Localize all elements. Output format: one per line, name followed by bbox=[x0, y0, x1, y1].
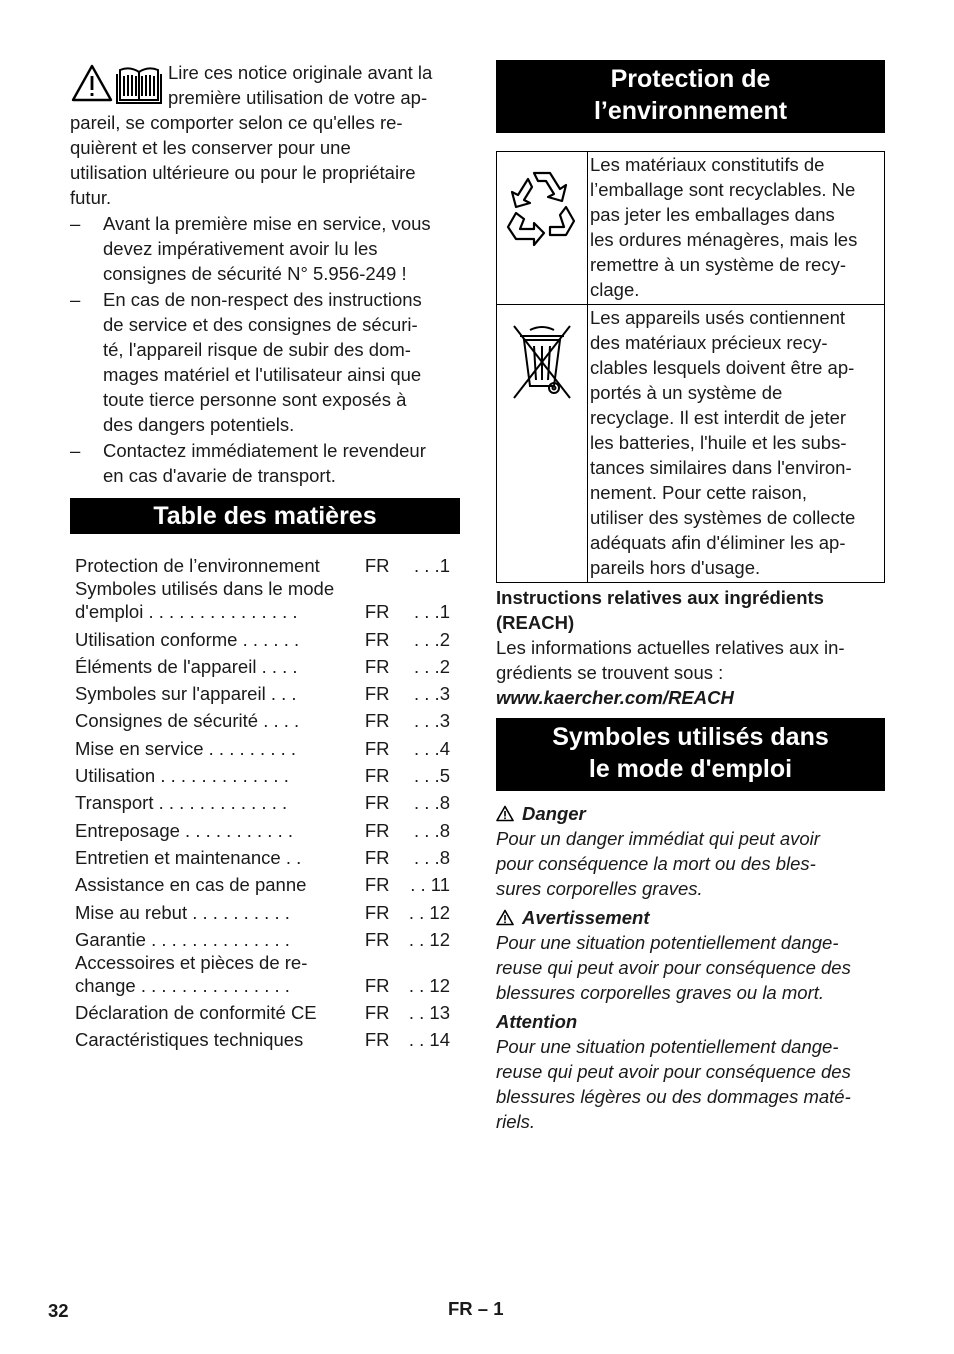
bullet-line: En cas de non-respect des instructions bbox=[103, 289, 422, 310]
toc-entry-title bbox=[70, 623, 365, 650]
symbol-danger-label-row bbox=[496, 801, 885, 826]
toc-entry-page: . . .8 bbox=[414, 846, 450, 868]
toc-entry-lang: FR bbox=[364, 737, 390, 759]
toc-entry-title-line: Symboles utilisés dans le mode bbox=[75, 578, 335, 600]
env-text-line: les ordures ménagères, mais les bbox=[590, 229, 858, 250]
toc-entry-lang: FR bbox=[364, 974, 390, 996]
toc-entry-title-line: Accessoires et pièces de re- bbox=[75, 951, 308, 973]
toc-entry-lang: FR bbox=[364, 874, 390, 896]
page-number: 32 bbox=[48, 1300, 69, 1321]
toc-entry-title-line: Symboles sur l'appareil . . . bbox=[75, 683, 297, 705]
toc-entry-title bbox=[70, 577, 365, 623]
bullet-line: toute tierce personne sont exposés à bbox=[103, 389, 407, 410]
toc-entry-lang: FR bbox=[364, 628, 390, 650]
toc-entry-page: . . 11 bbox=[410, 874, 450, 896]
bullet-line: té, l'appareil risque de subir des dom- bbox=[103, 339, 411, 360]
symbol-text-line: pour conséquence la mort ou des bles- bbox=[496, 853, 816, 874]
toc-entry-title bbox=[70, 550, 365, 577]
symbol-warning bbox=[496, 905, 885, 1005]
symbol-attention bbox=[496, 1009, 885, 1134]
toc-entry-title bbox=[70, 842, 365, 869]
toc-entry-page: . . .3 bbox=[414, 710, 450, 732]
toc-entry-title-line: Entreposage . . . . . . . . . . . bbox=[75, 819, 293, 841]
symbol-text-line: Pour une situation potentiellement dange- bbox=[496, 932, 839, 953]
toc-entry-title bbox=[70, 951, 365, 997]
symbol-warning-label: Avertissement bbox=[522, 907, 650, 928]
intro-bullet-list bbox=[70, 211, 460, 488]
symbol-text-line: Pour une situation potentiellement dange- bbox=[496, 1036, 839, 1057]
toc-entry-lang: FR bbox=[364, 901, 390, 923]
crossed-out-bin-icon bbox=[510, 322, 574, 402]
symbol-danger-label: Danger bbox=[522, 803, 586, 824]
intro-line-6: futur. bbox=[70, 187, 112, 208]
toc-entry-title bbox=[70, 997, 365, 1024]
toc-entry-title-line: Mise au rebut . . . . . . . . . . bbox=[75, 901, 290, 923]
toc-entry-lang: FR bbox=[364, 655, 390, 677]
toc-entry-title-line: Éléments de l'appareil . . . . bbox=[75, 655, 298, 677]
bullet-line: Avant la première mise en service, vous bbox=[103, 213, 431, 234]
right-column bbox=[496, 60, 885, 1134]
toc-entry-lang: FR bbox=[364, 1029, 390, 1051]
toc-entry-page: . . .5 bbox=[414, 765, 450, 787]
toc-entry-title-line: Garantie . . . . . . . . . . . . . . bbox=[75, 928, 290, 950]
toc-entry[interactable] bbox=[70, 896, 460, 923]
bullet-line: de service et des consignes de sécuri- bbox=[103, 314, 418, 335]
toc-entry-title bbox=[70, 705, 365, 732]
toc-entry-title bbox=[70, 787, 365, 814]
toc-entry-lang: FR bbox=[364, 683, 390, 705]
env-text-line: clage. bbox=[590, 279, 640, 300]
disposal-text-cell bbox=[588, 305, 885, 583]
toc-entry-title-line: Mise en service . . . . . . . . . bbox=[75, 737, 297, 759]
intro-bullet-3 bbox=[70, 438, 460, 488]
toc-entry-title-line: change . . . . . . . . . . . . . . . bbox=[75, 974, 290, 996]
toc-entry[interactable] bbox=[70, 1024, 460, 1051]
toc-entry-title bbox=[70, 732, 365, 759]
environment-table bbox=[496, 151, 885, 583]
env-text-line: adéquats afin d'éliminer les ap- bbox=[590, 532, 846, 553]
symbol-text-line: blessures légères ou des dommages maté- bbox=[496, 1086, 851, 1107]
bullet-line: mages matériel et l'utilisateur ainsi que bbox=[103, 364, 422, 385]
toc-entry[interactable] bbox=[70, 550, 460, 577]
toc-entry[interactable] bbox=[70, 924, 460, 951]
symbol-text-line: reuse qui peut avoir pour conséquence des bbox=[496, 957, 851, 978]
toc-table bbox=[70, 550, 460, 1051]
toc-entry-title bbox=[70, 869, 365, 896]
toc-entry-lang: FR bbox=[364, 555, 390, 577]
toc-entry-lang: FR bbox=[364, 601, 390, 623]
env-text-line: pas jeter les emballages dans bbox=[590, 204, 835, 225]
toc-entry-title-line: Utilisation conforme . . . . . . bbox=[75, 628, 300, 650]
symbol-warning-label-row bbox=[496, 905, 885, 930]
env-text-line: nement. Pour cette raison, bbox=[590, 482, 807, 503]
toc-entry[interactable] bbox=[70, 814, 460, 841]
env-text-line: tances similaires dans l'environ- bbox=[590, 457, 852, 478]
toc-entry-title bbox=[70, 814, 365, 841]
toc-entry-title bbox=[70, 760, 365, 787]
env-text-line: clables lesquels doivent être ap- bbox=[590, 357, 855, 378]
env-text-line: les batteries, l'huile et les subs- bbox=[590, 432, 847, 453]
env-text-line: utiliser des systèmes de collecte bbox=[590, 507, 856, 528]
warning-triangle-icon bbox=[496, 805, 514, 822]
toc-entry-title bbox=[70, 678, 365, 705]
env-text-line: pareils hors d'usage. bbox=[590, 557, 761, 578]
env-text-line: Les matériaux constitutifs de bbox=[590, 154, 825, 175]
symbol-attention-label: Attention bbox=[496, 1011, 578, 1032]
toc-entry-title bbox=[70, 924, 365, 951]
toc-entry-title-line: Utilisation . . . . . . . . . . . . . bbox=[75, 765, 289, 787]
toc-entry-title bbox=[70, 651, 365, 678]
toc-entry-lang: FR bbox=[364, 1002, 390, 1024]
bullet-line: consignes de sécurité N° 5.956-249 ! bbox=[103, 263, 407, 284]
toc-entry[interactable] bbox=[70, 705, 460, 732]
toc-entry-title-line: Transport . . . . . . . . . . . . . bbox=[75, 792, 288, 814]
recycling-icon-cell bbox=[497, 152, 588, 305]
toc-entry-title-line: Entretien et maintenance . . bbox=[75, 846, 302, 868]
symbol-text-line: blessures corporelles graves ou la mort. bbox=[496, 982, 825, 1003]
toc-entry-lang: FR bbox=[364, 846, 390, 868]
env-text-line: remettre à un système de recy- bbox=[590, 254, 847, 275]
toc-entry-title-line: d'emploi . . . . . . . . . . . . . . . bbox=[75, 601, 298, 623]
recycling-icon bbox=[504, 167, 580, 247]
toc-entry-lang: FR bbox=[364, 819, 390, 841]
toc-entry-page: . . .3 bbox=[414, 683, 450, 705]
reach-heading-line-1: Instructions relatives aux ingrédients bbox=[496, 587, 824, 608]
toc-entry-page: . . 12 bbox=[408, 928, 450, 950]
intro-line-4: quièrent et les conserver pour une bbox=[70, 137, 351, 158]
toc-entry-lang: FR bbox=[364, 792, 390, 814]
bullet-dash: – bbox=[70, 440, 81, 461]
bin-icon-cell bbox=[497, 305, 588, 583]
toc-entry-page: . . .8 bbox=[414, 819, 450, 841]
environment-row-disposal bbox=[497, 305, 885, 583]
env-text-line: recyclage. Il est interdit de jeter bbox=[590, 407, 847, 428]
toc-entry-page: . . .2 bbox=[414, 628, 450, 650]
warning-triangle-icon bbox=[496, 909, 514, 926]
intro-line-5: utilisation ultérieure ou pour le propriétaire bbox=[70, 162, 416, 183]
toc-entry[interactable] bbox=[70, 760, 460, 787]
toc-entry-page: . . .8 bbox=[414, 792, 450, 814]
warning-triangle-icon bbox=[73, 66, 111, 100]
toc-entry[interactable] bbox=[70, 678, 460, 705]
intro-bullet-2 bbox=[70, 287, 460, 437]
toc-entry[interactable] bbox=[70, 651, 460, 678]
toc-entry-lang: FR bbox=[364, 710, 390, 732]
toc-entry[interactable] bbox=[70, 997, 460, 1024]
intro-line-3: pareil, se comporter selon ce qu'elles re- bbox=[70, 112, 403, 133]
bullet-dash: – bbox=[70, 213, 81, 234]
toc-entry-title bbox=[70, 1024, 365, 1051]
symbols-title-line-1: Symboles utilisés dans bbox=[552, 723, 829, 751]
recycling-text-cell bbox=[588, 152, 885, 305]
bullet-dash: – bbox=[70, 289, 81, 310]
environment-row-recycling bbox=[497, 152, 885, 305]
bullet-line: Contactez immédiatement le revendeur bbox=[103, 440, 426, 461]
toc-entry-title-line: Déclaration de conformité CE bbox=[75, 1002, 317, 1024]
toc-entry-page: . . 13 bbox=[408, 1002, 450, 1024]
reach-url-link[interactable]: www.kaercher.com/REACH bbox=[496, 687, 734, 708]
toc-entry-page: . . 12 bbox=[408, 974, 450, 996]
bullet-line: devez impérativement avoir lu les bbox=[103, 238, 378, 259]
toc-entry[interactable] bbox=[70, 732, 460, 759]
symbol-text-line: Pour un danger immédiat qui peut avoir bbox=[496, 828, 820, 849]
left-column bbox=[70, 60, 460, 1051]
toc-entry-title bbox=[70, 896, 365, 923]
toc-entry-page: . . 14 bbox=[408, 1029, 450, 1051]
symbol-text-line: reuse qui peut avoir pour conséquence des bbox=[496, 1061, 851, 1082]
open-book-icon bbox=[117, 68, 161, 103]
reach-text-line-1: Les informations actuelles relatives aux in- bbox=[496, 637, 845, 658]
reach-heading-line-2: (REACH) bbox=[496, 612, 575, 633]
toc-entry[interactable] bbox=[70, 623, 460, 650]
toc-entry[interactable] bbox=[70, 842, 460, 869]
reach-text-line-2: grédients se trouvent sous : bbox=[496, 662, 724, 683]
toc-entry-page: . . .2 bbox=[414, 655, 450, 677]
symbols-title bbox=[496, 718, 885, 791]
symbols-title-line-2: le mode d'emploi bbox=[588, 755, 793, 783]
intro-icons bbox=[70, 62, 162, 108]
toc-entry-lang: FR bbox=[364, 928, 390, 950]
symbol-text-line: sures corporelles graves. bbox=[496, 878, 703, 899]
reach-block bbox=[496, 585, 885, 710]
environment-title bbox=[496, 60, 885, 133]
symbol-text-line: riels. bbox=[496, 1111, 536, 1132]
toc-entry-page: . . .4 bbox=[414, 737, 450, 759]
environment-title-line-2: l’environnement bbox=[593, 97, 788, 125]
intro-bullet-1 bbox=[70, 211, 460, 286]
env-text-line: Les appareils usés contiennent bbox=[590, 307, 846, 328]
toc-entry-title-line: Assistance en cas de panne bbox=[75, 874, 307, 896]
toc-entry-page: . . 12 bbox=[408, 901, 450, 923]
env-text-line: des matériaux précieux recy- bbox=[590, 332, 828, 353]
toc-entry[interactable] bbox=[70, 869, 460, 896]
toc-entry[interactable] bbox=[70, 951, 460, 997]
toc-entry-title-line: Consignes de sécurité . . . . bbox=[75, 710, 300, 732]
toc-entry[interactable] bbox=[70, 577, 460, 623]
symbol-danger bbox=[496, 801, 885, 901]
toc-entry-lang: FR bbox=[364, 765, 390, 787]
bullet-line: en cas d'avarie de transport. bbox=[103, 465, 336, 486]
intro-line-1: Lire ces notice originale avant la bbox=[168, 62, 433, 83]
toc-entry-page: . . .1 bbox=[414, 601, 450, 623]
toc-entry[interactable] bbox=[70, 787, 460, 814]
toc-entry-title-line: Caractéristiques techniques bbox=[75, 1029, 304, 1051]
toc-title: Table des matières bbox=[70, 498, 460, 534]
footer-section-label: FR – 1 bbox=[448, 1298, 504, 1319]
env-text-line: l’emballage sont recyclables. Ne bbox=[590, 179, 856, 200]
env-text-line: portés à un système de bbox=[590, 382, 783, 403]
environment-title-line-1: Protection de bbox=[610, 65, 771, 93]
toc-entry-title-line: Protection de l’environnement bbox=[75, 555, 320, 577]
intro-line-2: première utilisation de votre ap- bbox=[168, 87, 428, 108]
toc-entry-page: . . .1 bbox=[414, 555, 450, 577]
intro-block bbox=[70, 60, 460, 488]
bullet-line: des dangers potentiels. bbox=[103, 414, 295, 435]
